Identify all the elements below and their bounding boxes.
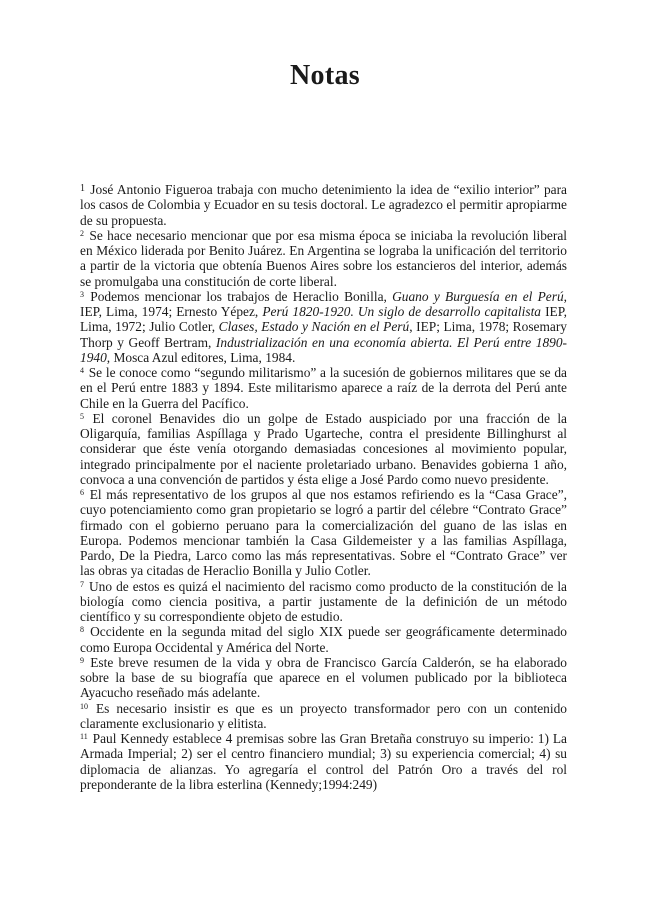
footnote-text: Podemos mencionar los trabajos de Heraclio Bonilla, xyxy=(90,288,393,304)
footnote-number: 4 xyxy=(80,366,84,375)
footnote-italic-title: Perú 1820-1920. Un siglo de desarrollo capitalista xyxy=(262,304,541,319)
footnote-text: Paul Kennedy establece 4 premisas sobre las Gran Bretaña construyo su imperio: 1) La Armada Imperial; 2) ser el centro financiero mundial; 3) su experiencia comercial; 4) su diplomacia de alianzas. Yo agregaría el control del Patrón Oro a través del rol preponderante de la libra esterlina (Kennedy;1994:249) xyxy=(80,731,568,792)
footnote-1 xyxy=(80,182,567,228)
footnote-text: , Mosca Azul editores, Lima, 1984. xyxy=(106,349,296,365)
footnote-number: 8 xyxy=(80,625,84,635)
footnote-4 xyxy=(80,365,567,411)
footnote-number: 11 xyxy=(80,732,88,741)
footnote-number: 2 xyxy=(80,228,84,238)
footnote-5 xyxy=(80,411,567,487)
footnote-italic-title: Industrialización en una economía abierta. El Perú entre 1890-1940 xyxy=(80,334,567,365)
footnote-text: Uno de estos es quizá el nacimiento del racismo como producto de la constitución de la biología como ciencia positiva, a partir justamente de la definición de un método científico y su correspondiente objeto de estudio. xyxy=(80,578,567,624)
footnote-number: 9 xyxy=(80,655,84,665)
footnote-text: Se le conoce como “segundo militarismo” a la sucesión de gobiernos militares que se da en el Perú entre 1883 y 1894. Este militarismo aparece a raíz de la derrota del Perú ante Chile en la Guerra del Pacífico. xyxy=(80,365,567,411)
footnote-number: 5 xyxy=(80,411,84,421)
footnote-number: 10 xyxy=(80,701,88,711)
footnote-text: Occidente en la segunda mitad del siglo XIX puede ser geográficamente determinado como Europa Occidental y América del Norte. xyxy=(80,624,567,655)
footnote-number: 6 xyxy=(80,488,84,497)
footnote-text: Es necesario insistir es que es un proyecto transformador pero con un contenido claramente exclusionario y elitista. xyxy=(80,700,567,731)
footnote-number: 7 xyxy=(80,579,84,589)
page-title: Notas xyxy=(290,60,360,91)
footnote-7 xyxy=(80,579,567,625)
footnote-number: 3 xyxy=(80,289,84,299)
footnote-text: , IEP, Lima, 1974; Ernesto Yépez, xyxy=(80,288,567,319)
footnote-number: 1 xyxy=(80,183,85,194)
footnote-6 xyxy=(80,487,567,579)
footnote-text: José Antonio Figueroa trabaja con mucho detenimiento la idea de “exilio interior” para los casos de Colombia y Ecuador en su tesis doctoral. Le agradezco el permitir apropiarme de su propuesta. xyxy=(80,182,567,228)
footnote-text: IEP, Lima, 1972; Julio Cotler, xyxy=(80,304,568,335)
footnote-3 xyxy=(80,289,567,365)
footnote-11 xyxy=(80,731,567,792)
footnote-10 xyxy=(80,701,567,732)
footnote-text: , IEP; Lima, 1978; Rosemary Thorp y Geoff Bertram, xyxy=(80,319,567,350)
footnote-text: Se hace necesario mencionar que por esa misma época se iniciaba la revolución liberal en México liderada por Benito Juárez. En Argentina se lograba la unificación del territorio a partir de la victoria que obtenía Buenos Aires sobre los estancieros del interior, además se promulgaba una constitución de corte liberal. xyxy=(80,227,567,289)
footnote-8 xyxy=(80,624,567,655)
footnote-italic-title: Clases, Estado y Nación en el Perú xyxy=(218,319,410,335)
footnote-italic-title: Guano y Burguesía en el Perú xyxy=(392,288,564,304)
footnote-text: El más representativo de los grupos al que nos estamos refiriendo es la “Casa Grace”, cuyo potenciamiento como gran propietario se logró a partir del célebre “Contrato Grace” firmado con el gobierno peruano para la comercialización del guano de las islas en Europa. Podemos mencionar también la Casa Gildemeister y a las familias Aspíllaga, Pardo, De la Piedra, Larco como las más representativas. Sobre el “Contrato Grace” ver las obras ya citadas de Heraclio Bonilla y Julio Cotler. xyxy=(80,487,567,579)
footnote-2 xyxy=(80,228,567,289)
footnote-9 xyxy=(80,655,567,701)
notes-list xyxy=(80,182,567,792)
footnote-text: El coronel Benavides dio un golpe de Estado auspiciado por una fracción de la Oligarquía, familias Aspíllaga y Prado Ugarteche, contra el presidente Billinghurst al considerar que éste venía otorgando demasiadas concesiones al movimiento popular, integrado principalmente por el naciente proletariado urbano. Benavides gobierna 1 año, convoca a una convención de partidos y ésta elige a José Pardo como nuevo presidente. xyxy=(80,410,567,487)
footnote-text: Este breve resumen de la vida y obra de Francisco García Calderón, se ha elaborado sobre la base de su biografía que aparece en el volumen publicado por la biblioteca Ayacucho reseñado más adelante. xyxy=(80,654,567,701)
